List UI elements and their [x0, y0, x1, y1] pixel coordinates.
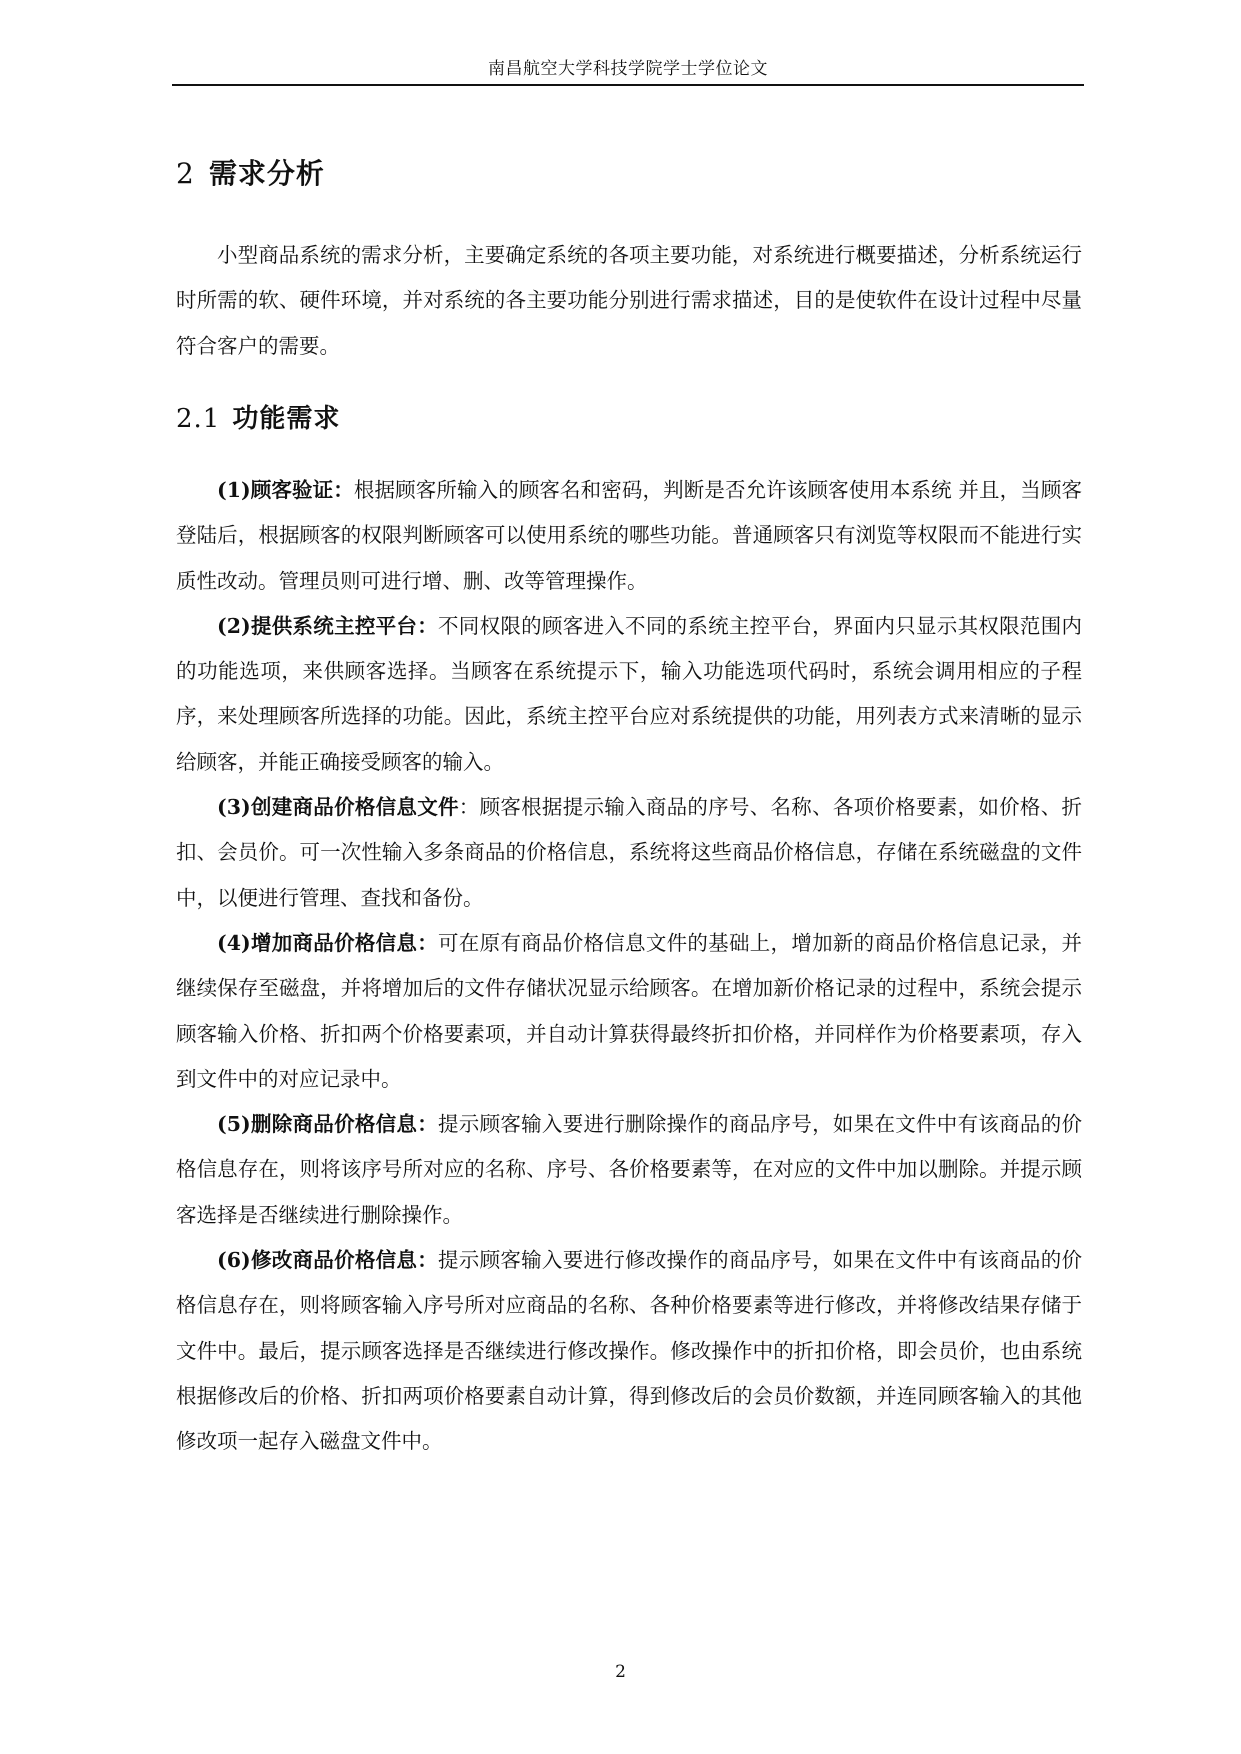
requirement-item-add-price-info — [176, 921, 1082, 1102]
requirement-item-customer-verification — [176, 468, 1082, 604]
section-title — [176, 398, 340, 435]
requirement-text: 提示顾客输入要进行修改操作的商品序号，如果在文件中有该商品的价格信息存在，则将顾客输入序号所对应商品的名称、各种价格要素等进行修改，并将修改结果存储于文件中。最后，提示顾客选择是否继续进行修改操作。修改操作中的折扣价格，即会员价，也由系统根据修改后的价格、折扣两项价格要素自动计算，得到修改后的会员价数额，并连同顾客输入的其他修改项一起存入磁盘文件中。 — [176, 1248, 1082, 1454]
requirement-list — [176, 468, 1082, 1465]
requirement-lead: (5)删除商品价格信息： — [217, 1112, 438, 1137]
requirement-lead: (6)修改商品价格信息： — [217, 1248, 438, 1273]
requirement-item-modify-price-info — [176, 1238, 1082, 1464]
requirement-text: 可在原有商品价格信息文件的基础上，增加新的商品价格信息记录，并继续保存至磁盘，并将增加后的文件存储状况显示给顾客。在增加新价格记录的过程中，系统会提示顾客输入价格、折扣两个价格要素项，并自动计算获得最终折扣价格，并同样作为价格要素项，存入到文件中的对应记录中。 — [176, 930, 1082, 1091]
page-header: 南昌航空大学科技学院学士学位论文 — [488, 59, 768, 79]
requirement-text: 不同权限的顾客进入不同的系统主控平台，界面内只显示其权限范围内的功能选项，来供顾客选择。当顾客在系统提示下，输入功能选项代码时，系统会调用相应的子程序，来处理顾客所选择的功能。因此，系统主控平台应对系统提供的功能，用列表方式来清晰的显示给顾客，并能正确接受顾客的输入。 — [176, 613, 1082, 774]
section-number: 2.1 — [176, 404, 221, 434]
chapter-number: 2 — [176, 157, 195, 190]
section-title-text: 功能需求 — [232, 404, 341, 434]
requirement-lead: (3)创建商品价格信息文件 — [217, 795, 459, 820]
chapter-title-text: 需求分析 — [208, 157, 325, 190]
page-number: 2 — [615, 1662, 626, 1682]
requirement-item-main-control-platform — [176, 604, 1082, 785]
requirement-text: 提示顾客输入要进行删除操作的商品序号，如果在文件中有该商品的价格信息存在，则将该序号所对应的名称、序号、各价格要素等，在对应的文件中加以删除。并提示顾客选择是否继续进行删除操作。 — [176, 1112, 1082, 1227]
requirement-item-delete-price-info — [176, 1102, 1082, 1238]
header-rule — [172, 84, 1084, 86]
requirement-text: 根据顾客所输入的顾客名和密码，判断是否允许该顾客使用本系统 并且，当顾客登陆后，根据顾客的权限判断顾客可以使用系统的哪些功能。普通顾客只有浏览等权限而不能进行实质性改动。管理员则可进行增、删、改等管理操作。 — [176, 478, 1082, 593]
requirement-text: ：顾客根据提示输入商品的序号、名称、各项价格要素，如价格、折扣、会员价。可一次性输入多条商品的价格信息，系统将这些商品价格信息，存储在系统磁盘的文件中，以便进行管理、查找和备份。 — [176, 795, 1082, 910]
requirement-item-create-price-file — [176, 785, 1082, 921]
requirement-lead: (2)提供系统主控平台： — [217, 613, 438, 638]
requirement-lead: (4)增加商品价格信息： — [217, 930, 438, 955]
requirement-lead: (1)顾客验证： — [217, 478, 354, 502]
intro-paragraph: 小型商品系统的需求分析，主要确定系统的各项主要功能，对系统进行概要描述，分析系统运行时所需的软、硬件环境，并对系统的各主要功能分别进行需求描述，目的是使软件在设计过程中尽量符合客户的需要。 — [176, 243, 1082, 358]
chapter-title — [176, 152, 325, 192]
